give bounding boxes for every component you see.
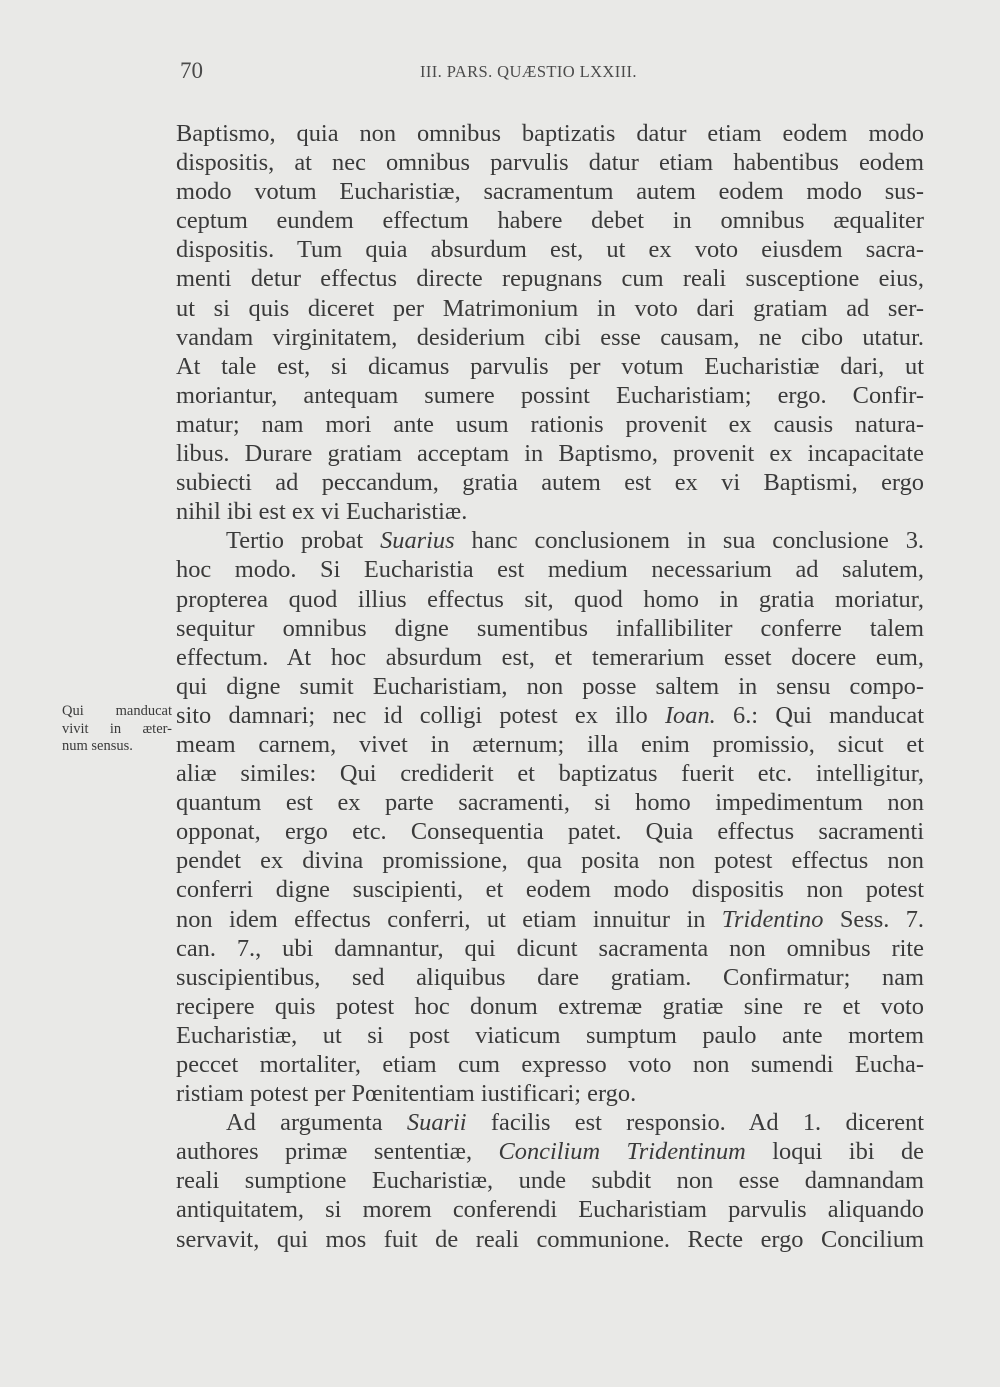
margin-note-line: vivit in æter- [62,720,172,737]
text-line: dispositis, at nec omnibus parvulis datur etiam habentibus eodem [176,149,924,177]
text-line: ristiam potest per Pœnitentiam iustificari; ergo. [176,1080,637,1108]
text-line: ceptum eundem effectum habere debet in omnibus æqualiter [176,207,924,235]
text-line: subiecti ad peccandum, gratia autem est ex vi Baptismi, ergo [176,469,924,497]
text-line: nihil ibi est ex vi Eucharistiæ. [176,498,468,526]
text-run: 6.: Qui manducat [715,701,924,729]
margin-note-line: num sensus. [62,738,133,754]
text-line: recipere quis potest hoc donum extremæ gratiæ sine re et voto [176,992,924,1020]
text-line: servavit, qui mos fuit de reali communione. Recte ergo Concilium [176,1225,924,1253]
text-run: Tertio probat [226,527,381,555]
running-head: III. PARS. QUÆSTIO LXXIII. [420,62,637,81]
text-run: Sess. 7. [823,905,924,933]
text-line: moriantur, antequam sumere possint Eucharistiam; ergo. Confir- [176,381,924,409]
text-line [176,701,924,730]
text-run: non idem effectus conferri, ut etiam innuitur in [176,905,722,933]
text-line: At tale est, si dicamus parvulis per votum Eucharistiæ dari, ut [176,352,924,380]
citation-author: Suarius [380,527,455,555]
text-line: Baptismo, quia non omnibus baptizatis datur etiam eodem modo [176,120,924,147]
text-line: reali sumptione Eucharistiæ, unde subdit non esse damnandam [176,1167,924,1195]
text-line: hoc modo. Si Eucharistia est medium necessarium ad salutem, [176,556,924,584]
citation-author: Suarii [406,1109,467,1137]
text-line: antiquitatem, si morem conferendi Eucharistiam parvulis aliquando [176,1196,924,1224]
text-line: effectum. At hoc absurdum est, et temerarium esset docere eum, [176,643,924,671]
text-line: pendet ex divina promissione, qua posita non potest effectus non [176,847,924,875]
text-run: facilis est responsio. Ad 1. dicerent [466,1109,924,1137]
text-run: loqui ibi de [745,1138,925,1166]
text-line: aliæ similes: Qui crediderit et baptizatus fuerit etc. intelligitur, [176,760,924,788]
text-line: quantum est ex parte sacramenti, si homo impedimentum non [176,789,924,817]
text-line: ut si quis diceret per Matrimonium in voto dari gratiam ad ser- [176,294,924,322]
text-line [176,1108,924,1137]
text-run: authores primæ sententiæ, [176,1138,499,1166]
text-line: peccet mortaliter, etiam cum expresso voto non sumendi Eucha- [176,1051,924,1078]
text-line [176,526,924,555]
text-line: libus. Durare gratiam acceptam in Baptismo, provenit ex incapacitate [176,440,924,468]
text-line [176,1137,924,1166]
text-line: matur; nam mori ante usum rationis provenit ex causis natura- [176,410,924,438]
body-text [176,119,924,1254]
text-line: Eucharistiæ, ut si post viaticum sumptum paulo ante mortem [176,1021,924,1049]
text-line: can. 7., ubi damnantur, qui dicunt sacramenta non omnibus rite [176,934,924,962]
text-run: sito damnari; nec id colligi potest ex illo [176,701,665,729]
text-line: suscipientibus, sed aliquibus dare gratiam. Confirmatur; nam [176,963,924,991]
text-run: Ad argumenta [226,1109,407,1137]
page-number: 70 [180,58,203,83]
text-line: propterea quod illius effectus sit, quod homo in gratia moriatur, [176,585,924,613]
text-line: opponat, ergo etc. Consequentia patet. Quia effectus sacramenti [176,818,924,846]
citation-source: Concilium Tridentinum [498,1138,746,1166]
text-line: dispositis. Tum quia absurdum est, ut ex voto eiusdem sacra- [176,236,924,264]
text-run: hanc conclusionem in sua conclusione 3. [454,527,925,555]
text-line: modo votum Eucharistiæ, sacramentum autem eodem modo sus- [176,178,924,206]
text-line: sequitur omnibus digne sumentibus infallibiliter conferre talem [176,614,924,642]
text-line: conferri digne suscipienti, et eodem modo dispositis non potest [176,876,924,904]
margin-note [62,703,172,756]
citation-source: Ioan. [664,701,716,729]
text-line: menti detur effectus directe repugnans cum reali susceptione eius, [176,265,924,293]
text-line: qui digne sumit Eucharistiam, non posse saltem in sensu compo- [176,672,924,700]
text-line: vandam virginitatem, desiderium cibi esse causam, ne cibo utatur. [176,323,924,351]
citation-source: Tridentino [721,905,824,933]
text-line: meam carnem, vivet in æternum; illa enim promissio, sicut et [176,730,924,758]
margin-note-line: Qui manducat [62,703,172,719]
text-line [176,905,924,934]
